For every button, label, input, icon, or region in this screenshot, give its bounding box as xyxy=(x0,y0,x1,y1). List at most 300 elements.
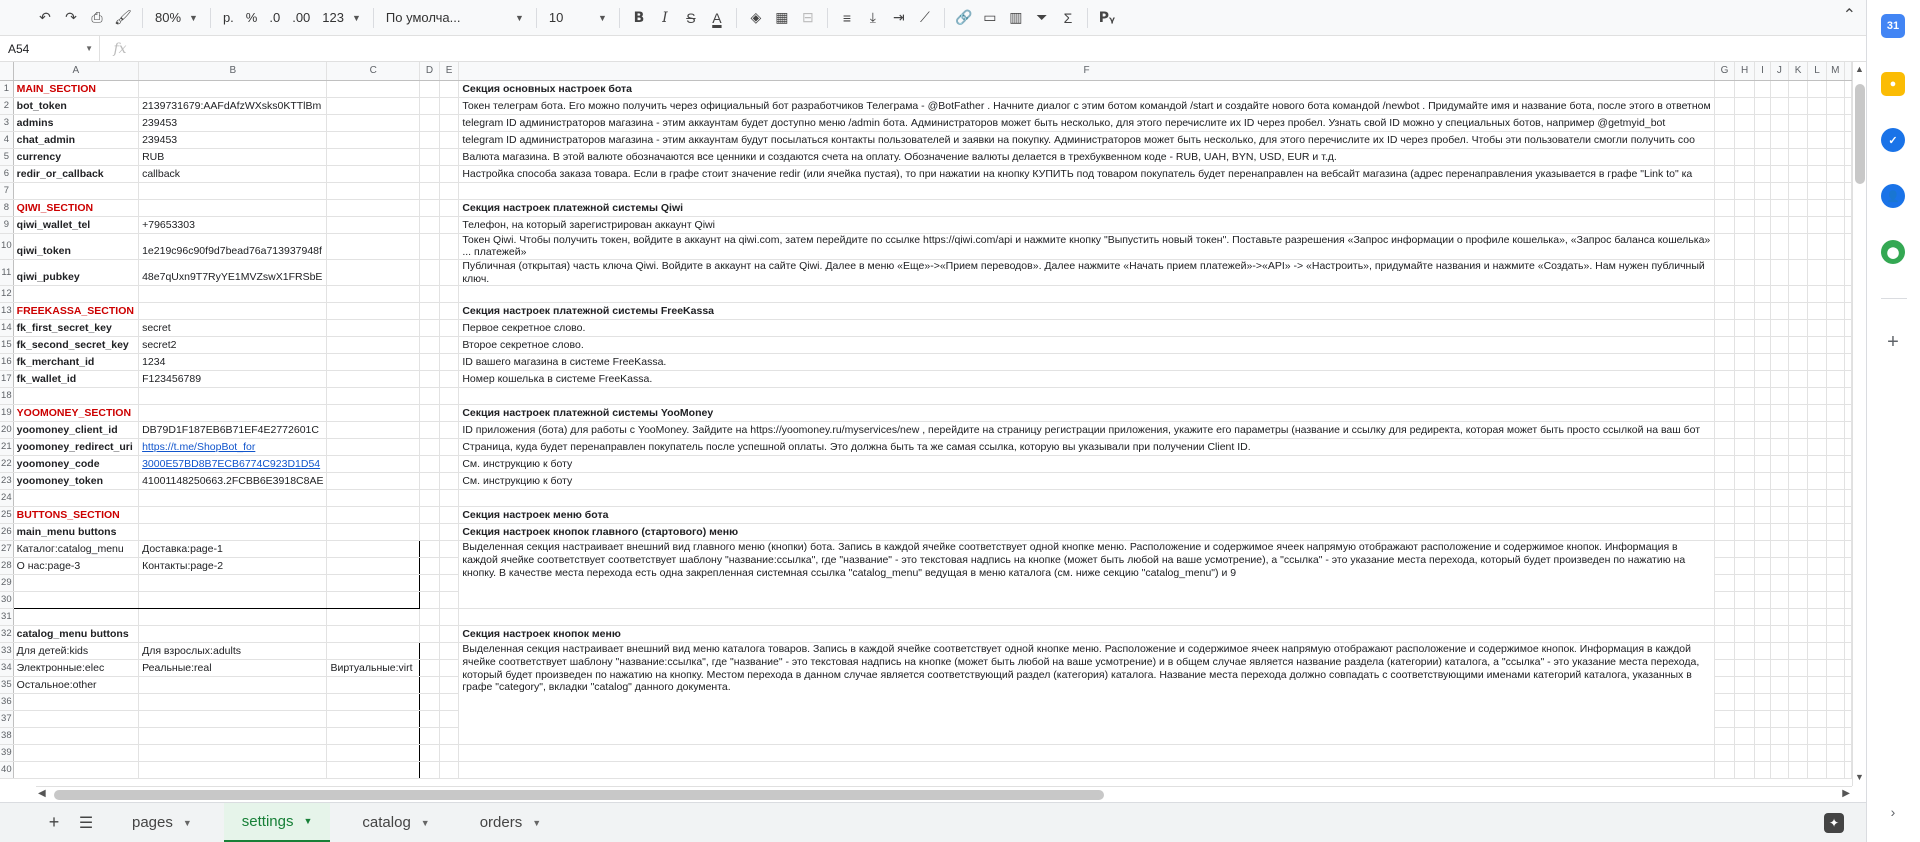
cell-k[interactable] xyxy=(1788,762,1807,779)
cell-m[interactable] xyxy=(1826,626,1844,643)
cell-e[interactable] xyxy=(439,199,458,216)
cell-e[interactable] xyxy=(439,337,458,354)
cell-d[interactable] xyxy=(419,97,439,114)
cell-k[interactable] xyxy=(1788,233,1807,259)
cell-h[interactable] xyxy=(1735,303,1755,320)
cell-j[interactable] xyxy=(1770,216,1788,233)
cell-b[interactable] xyxy=(139,745,327,762)
cell-l[interactable] xyxy=(1808,507,1826,524)
cell-d[interactable] xyxy=(419,422,439,439)
cell-e[interactable] xyxy=(439,259,458,285)
cell-j[interactable] xyxy=(1770,473,1788,490)
cell-l[interactable] xyxy=(1808,609,1826,626)
row-header[interactable]: 4 xyxy=(0,131,13,148)
row-header[interactable]: 14 xyxy=(0,320,13,337)
cell-h[interactable] xyxy=(1735,660,1755,677)
cell-e[interactable] xyxy=(439,694,458,711)
text-rotation-icon[interactable]: ⟋ xyxy=(920,9,930,25)
calendar-icon[interactable]: 31 xyxy=(1881,14,1905,38)
align-left-icon[interactable]: ≡ xyxy=(842,9,851,26)
cell-f[interactable] xyxy=(459,490,1714,507)
cell-k[interactable] xyxy=(1788,114,1807,131)
cell-l[interactable] xyxy=(1808,388,1826,405)
cell-k[interactable] xyxy=(1788,507,1807,524)
cell-j[interactable] xyxy=(1770,320,1788,337)
cell-i[interactable] xyxy=(1755,371,1771,388)
print-icon[interactable]: ⎙ xyxy=(91,9,103,25)
cell-m[interactable] xyxy=(1826,148,1844,165)
tasks-icon[interactable]: ✓ xyxy=(1881,128,1905,152)
cell-a[interactable]: MAIN_SECTION xyxy=(13,80,138,97)
cell-g[interactable] xyxy=(1714,643,1734,660)
scroll-down-icon[interactable]: ▼ xyxy=(1855,772,1864,782)
merge-cells-icon[interactable]: ⊟ xyxy=(802,9,814,25)
cell-l[interactable] xyxy=(1808,216,1826,233)
cell-g[interactable] xyxy=(1714,490,1734,507)
cell-f[interactable]: Второе секретное слово. xyxy=(459,337,1714,354)
cell-h[interactable] xyxy=(1735,131,1755,148)
cell-m[interactable] xyxy=(1826,677,1844,694)
cell-b[interactable] xyxy=(139,609,327,626)
column-header-c[interactable]: C xyxy=(327,62,420,80)
cell-f[interactable] xyxy=(459,388,1714,405)
cell-a[interactable]: FREEKASSA_SECTION xyxy=(13,303,138,320)
cell-g[interactable] xyxy=(1714,199,1734,216)
cell-b[interactable]: DB79D1F187EB6B71EF4E2772601C xyxy=(139,422,327,439)
row-header[interactable]: 22 xyxy=(0,456,13,473)
cell-g[interactable] xyxy=(1714,259,1734,285)
cell-k[interactable] xyxy=(1788,303,1807,320)
cell-i[interactable] xyxy=(1755,524,1771,541)
cell-h[interactable] xyxy=(1735,233,1755,259)
cell-k[interactable] xyxy=(1788,371,1807,388)
cell-f[interactable]: Настройка способа заказа товара. Если в графе стоит значение redir (или ячейка пустая), то при нажатии на кнопку КУПИТЬ под товаром покупатель будет перенаправлен на вебсайт магазина (адрес перенаправления указывается в графе "Link to" ка xyxy=(459,165,1714,182)
cell-e[interactable] xyxy=(439,745,458,762)
cell-k[interactable] xyxy=(1788,694,1807,711)
column-header-m[interactable]: M xyxy=(1826,62,1844,80)
cell-k[interactable] xyxy=(1788,148,1807,165)
cell-g[interactable] xyxy=(1714,165,1734,182)
cell-a[interactable]: redir_or_callback xyxy=(13,165,138,182)
cell-e[interactable] xyxy=(439,456,458,473)
cell-f[interactable]: Первое секретное слово. xyxy=(459,320,1714,337)
zoom-select[interactable] xyxy=(149,5,204,31)
cell-e[interactable] xyxy=(439,80,458,97)
cell-m[interactable] xyxy=(1826,575,1844,592)
cell-a[interactable]: currency xyxy=(13,148,138,165)
horizontal-scrollbar[interactable] xyxy=(36,786,1852,802)
cell-l[interactable] xyxy=(1808,643,1826,660)
cell-c[interactable] xyxy=(327,199,420,216)
row-header[interactable]: 8 xyxy=(0,199,13,216)
cell-b[interactable]: 1234 xyxy=(139,354,327,371)
cell-h[interactable] xyxy=(1735,371,1755,388)
cell-m[interactable] xyxy=(1826,354,1844,371)
cell-h[interactable] xyxy=(1735,728,1755,745)
cell-k[interactable] xyxy=(1788,711,1807,728)
cell-m[interactable] xyxy=(1826,422,1844,439)
cell-m[interactable] xyxy=(1826,609,1844,626)
cell-k[interactable] xyxy=(1788,216,1807,233)
scroll-right-icon[interactable]: ▶ xyxy=(1842,788,1850,799)
cell-i[interactable] xyxy=(1755,626,1771,643)
row-header[interactable]: 18 xyxy=(0,388,13,405)
cell-g[interactable] xyxy=(1714,711,1734,728)
cell-k[interactable] xyxy=(1788,354,1807,371)
cell-k[interactable] xyxy=(1788,388,1807,405)
column-header-k[interactable]: K xyxy=(1788,62,1807,80)
cell-b[interactable]: 239453 xyxy=(139,114,327,131)
cell-l[interactable] xyxy=(1808,405,1826,422)
cell-d[interactable] xyxy=(419,286,439,303)
cell-c[interactable] xyxy=(327,575,420,592)
cell-b[interactable]: Контакты:page-2 xyxy=(139,558,327,575)
cell-g[interactable] xyxy=(1714,422,1734,439)
column-header-h[interactable]: H xyxy=(1735,62,1755,80)
cell-m[interactable] xyxy=(1826,182,1844,199)
cell-i[interactable] xyxy=(1755,711,1771,728)
cell-a[interactable]: qiwi_token xyxy=(13,233,138,259)
cell-j[interactable] xyxy=(1770,182,1788,199)
cell-g[interactable] xyxy=(1714,660,1734,677)
cell-d[interactable] xyxy=(419,388,439,405)
cell-c[interactable] xyxy=(327,592,420,609)
percent-format-button[interactable]: % xyxy=(245,10,258,25)
cell-g[interactable] xyxy=(1714,524,1734,541)
cell-j[interactable] xyxy=(1770,643,1788,660)
cell-f[interactable] xyxy=(459,182,1714,199)
cell-m[interactable] xyxy=(1826,507,1844,524)
cell-g[interactable] xyxy=(1714,507,1734,524)
cell-e[interactable] xyxy=(439,286,458,303)
row-header[interactable]: 36 xyxy=(0,694,13,711)
cell-m[interactable] xyxy=(1826,405,1844,422)
cell-a[interactable]: yoomoney_redirect_uri xyxy=(13,439,138,456)
cell-d[interactable] xyxy=(419,233,439,259)
cell-k[interactable] xyxy=(1788,677,1807,694)
cell-k[interactable] xyxy=(1788,745,1807,762)
cell-g[interactable] xyxy=(1714,388,1734,405)
cell-k[interactable] xyxy=(1788,165,1807,182)
cell-k[interactable] xyxy=(1788,199,1807,216)
italic-button[interactable]: I xyxy=(662,9,668,26)
cell-j[interactable] xyxy=(1770,97,1788,114)
cell-h[interactable] xyxy=(1735,745,1755,762)
cell-f[interactable]: ID вашего магазина в системе FreeKassa. xyxy=(459,354,1714,371)
row-header[interactable]: 32 xyxy=(0,626,13,643)
cell-h[interactable] xyxy=(1735,286,1755,303)
cell-k[interactable] xyxy=(1788,473,1807,490)
decrease-decimals-button[interactable]: .0 xyxy=(269,10,281,25)
row-header[interactable]: 12 xyxy=(0,286,13,303)
chevron-down-icon[interactable]: ▼ xyxy=(303,816,313,826)
cell-e[interactable] xyxy=(439,473,458,490)
cell-l[interactable] xyxy=(1808,626,1826,643)
cell-j[interactable] xyxy=(1770,259,1788,285)
row-header[interactable]: 35 xyxy=(0,677,13,694)
cell-j[interactable] xyxy=(1770,233,1788,259)
cell-k[interactable] xyxy=(1788,259,1807,285)
cell-g[interactable] xyxy=(1714,592,1734,609)
scroll-up-icon[interactable]: ▲ xyxy=(1855,64,1864,74)
cell-i[interactable] xyxy=(1755,405,1771,422)
cell-c[interactable] xyxy=(327,97,420,114)
cell-h[interactable] xyxy=(1735,643,1755,660)
cell-m[interactable] xyxy=(1826,165,1844,182)
cell-g[interactable] xyxy=(1714,626,1734,643)
cell-a[interactable]: QIWI_SECTION xyxy=(13,199,138,216)
cell-e[interactable] xyxy=(439,405,458,422)
cell-d[interactable] xyxy=(419,337,439,354)
cell-i[interactable] xyxy=(1755,694,1771,711)
text-wrap-icon[interactable]: ⇥ xyxy=(893,9,905,25)
cell-m[interactable] xyxy=(1826,337,1844,354)
vertical-scrollbar[interactable] xyxy=(1852,62,1866,786)
cell-b[interactable] xyxy=(139,303,327,320)
insert-comment-icon[interactable]: ▭ xyxy=(983,9,997,25)
cell-l[interactable] xyxy=(1808,165,1826,182)
row-header[interactable]: 24 xyxy=(0,490,13,507)
text-color-button[interactable]: A xyxy=(712,9,722,26)
cell-a[interactable] xyxy=(13,711,138,728)
cell-a[interactable]: fk_first_secret_key xyxy=(13,320,138,337)
cell-a[interactable]: yoomoney_client_id xyxy=(13,422,138,439)
input-tools-button[interactable]: Pᵧ xyxy=(1098,9,1116,26)
row-header[interactable]: 28 xyxy=(0,558,13,575)
cell-m[interactable] xyxy=(1826,320,1844,337)
column-header-i[interactable]: I xyxy=(1755,62,1771,80)
cell-d[interactable] xyxy=(419,490,439,507)
cell-f[interactable]: ID приложения (бота) для работы с YooMoney. Зайдите на https://yoomoney.ru/myservices/new , перейдите на страницу регистрации приложения, укажите его параметры (название и ссылку для редиректа, которая может быть просто ссылкой на ваш бот xyxy=(459,422,1714,439)
contacts-icon[interactable]: 👤 xyxy=(1881,184,1905,208)
cell-k[interactable] xyxy=(1788,131,1807,148)
cell-l[interactable] xyxy=(1808,337,1826,354)
cell-a[interactable]: admins xyxy=(13,114,138,131)
cell-g[interactable] xyxy=(1714,456,1734,473)
cell-k[interactable] xyxy=(1788,456,1807,473)
cell-f[interactable]: См. инструкцию к боту xyxy=(459,473,1714,490)
sheet-tab-settings[interactable] xyxy=(224,803,331,842)
cell-a[interactable]: BUTTONS_SECTION xyxy=(13,507,138,524)
cell-l[interactable] xyxy=(1808,711,1826,728)
font-select[interactable] xyxy=(380,5,530,31)
cell-e[interactable] xyxy=(439,643,458,660)
cell-e[interactable] xyxy=(439,558,458,575)
cell-f[interactable]: Секция настроек кнопок меню xyxy=(459,626,1714,643)
cell-h[interactable] xyxy=(1735,439,1755,456)
cell-l[interactable] xyxy=(1808,677,1826,694)
cell-i[interactable] xyxy=(1755,80,1771,97)
cell-c[interactable] xyxy=(327,439,420,456)
cell-b[interactable]: 41001148250663.2FCBB6E3918C8AE xyxy=(139,473,327,490)
cell-d[interactable] xyxy=(419,592,439,609)
cell-a[interactable]: fk_merchant_id xyxy=(13,354,138,371)
cell-i[interactable] xyxy=(1755,728,1771,745)
cell-c[interactable] xyxy=(327,320,420,337)
cell-b[interactable] xyxy=(139,524,327,541)
cell-m[interactable] xyxy=(1826,711,1844,728)
cell-e[interactable] xyxy=(439,592,458,609)
cell-a[interactable]: О нас:page-3 xyxy=(13,558,138,575)
cell-m[interactable] xyxy=(1826,643,1844,660)
cell-h[interactable] xyxy=(1735,148,1755,165)
cell-l[interactable] xyxy=(1808,456,1826,473)
undo-icon[interactable]: ↶ xyxy=(39,9,51,25)
cell-c[interactable] xyxy=(327,456,420,473)
cell-h[interactable] xyxy=(1735,97,1755,114)
cell-l[interactable] xyxy=(1808,286,1826,303)
cell-e[interactable] xyxy=(439,303,458,320)
cell-k[interactable] xyxy=(1788,558,1807,575)
cell-h[interactable] xyxy=(1735,388,1755,405)
insert-chart-icon[interactable]: ▥ xyxy=(1009,9,1023,25)
cell-l[interactable] xyxy=(1808,490,1826,507)
cell-d[interactable] xyxy=(419,609,439,626)
row-header[interactable]: 29 xyxy=(0,575,13,592)
row-header[interactable]: 3 xyxy=(0,114,13,131)
cell-l[interactable] xyxy=(1808,728,1826,745)
cell-j[interactable] xyxy=(1770,728,1788,745)
cell-b[interactable] xyxy=(139,592,327,609)
row-header[interactable]: 17 xyxy=(0,371,13,388)
cell-c[interactable] xyxy=(327,609,420,626)
cell-k[interactable] xyxy=(1788,182,1807,199)
cell-g[interactable] xyxy=(1714,371,1734,388)
cell-e[interactable] xyxy=(439,182,458,199)
cell-l[interactable] xyxy=(1808,694,1826,711)
cell-c[interactable] xyxy=(327,114,420,131)
row-header[interactable]: 38 xyxy=(0,728,13,745)
cell-k[interactable] xyxy=(1788,592,1807,609)
cell-k[interactable] xyxy=(1788,286,1807,303)
cell-c[interactable] xyxy=(327,148,420,165)
cell-m[interactable] xyxy=(1826,745,1844,762)
cell-h[interactable] xyxy=(1735,592,1755,609)
cell-g[interactable] xyxy=(1714,286,1734,303)
cell-a[interactable]: Электронные:elec xyxy=(13,660,138,677)
cell-h[interactable] xyxy=(1735,677,1755,694)
cell-l[interactable] xyxy=(1808,541,1826,558)
cell-e[interactable] xyxy=(439,728,458,745)
sheet-tab-orders[interactable] xyxy=(462,803,559,842)
cell-d[interactable] xyxy=(419,131,439,148)
cell-g[interactable] xyxy=(1714,97,1734,114)
cell-c[interactable] xyxy=(327,490,420,507)
cell-c[interactable] xyxy=(327,677,420,694)
cell-g[interactable] xyxy=(1714,439,1734,456)
chevron-down-icon[interactable]: ▼ xyxy=(532,817,542,828)
cell-d[interactable] xyxy=(419,660,439,677)
row-header[interactable]: 9 xyxy=(0,216,13,233)
cell-j[interactable] xyxy=(1770,558,1788,575)
cell-j[interactable] xyxy=(1770,456,1788,473)
cell-i[interactable] xyxy=(1755,148,1771,165)
fill-color-icon[interactable]: ◈ xyxy=(750,9,762,25)
cell-j[interactable] xyxy=(1770,371,1788,388)
cell-g[interactable] xyxy=(1714,745,1734,762)
cell-a[interactable]: Остальное:other xyxy=(13,677,138,694)
cell-e[interactable] xyxy=(439,320,458,337)
cell-l[interactable] xyxy=(1808,524,1826,541)
cell-i[interactable] xyxy=(1755,131,1771,148)
cell-c[interactable] xyxy=(327,182,420,199)
cell-h[interactable] xyxy=(1735,541,1755,558)
cell-a[interactable] xyxy=(13,182,138,199)
cell-b[interactable]: 48e7qUxn9T7RyYE1MVZswX1FRSbE xyxy=(139,259,327,285)
row-header[interactable]: 15 xyxy=(0,337,13,354)
keep-icon[interactable]: ● xyxy=(1881,72,1905,96)
cell-d[interactable] xyxy=(419,626,439,643)
cell-m[interactable] xyxy=(1826,558,1844,575)
cell-c[interactable] xyxy=(327,131,420,148)
cell-i[interactable] xyxy=(1755,182,1771,199)
cell-f[interactable]: Секция основных настроек бота xyxy=(459,80,1714,97)
cell-e[interactable] xyxy=(439,97,458,114)
cell-b[interactable] xyxy=(139,490,327,507)
filter-icon[interactable]: ⏷ xyxy=(1036,9,1048,25)
cell-f[interactable]: Секция настроек кнопок главного (стартового) меню xyxy=(459,524,1714,541)
cell-h[interactable] xyxy=(1735,558,1755,575)
cell-m[interactable] xyxy=(1826,490,1844,507)
row-header[interactable]: 1 xyxy=(0,80,13,97)
cell-g[interactable] xyxy=(1714,473,1734,490)
more-formats-select[interactable] xyxy=(316,5,367,31)
cell-b[interactable] xyxy=(139,199,327,216)
cell-b[interactable]: 2139731679:AAFdAfzWXsks0KTTlBm xyxy=(139,97,327,114)
cell-c[interactable] xyxy=(327,405,420,422)
cell-b[interactable] xyxy=(139,182,327,199)
cell-h[interactable] xyxy=(1735,320,1755,337)
cell-b[interactable] xyxy=(139,80,327,97)
cell-c[interactable] xyxy=(327,233,420,259)
cell-c[interactable] xyxy=(327,259,420,285)
cell-f[interactable]: Номер кошелька в системе FreeKassa. xyxy=(459,371,1714,388)
cell-d[interactable] xyxy=(419,575,439,592)
cell-l[interactable] xyxy=(1808,199,1826,216)
cell-d[interactable] xyxy=(419,745,439,762)
cell-d[interactable] xyxy=(419,371,439,388)
cell-e[interactable] xyxy=(439,575,458,592)
cell-k[interactable] xyxy=(1788,541,1807,558)
cell-a[interactable]: yoomoney_code xyxy=(13,456,138,473)
cell-m[interactable] xyxy=(1826,728,1844,745)
cell-i[interactable] xyxy=(1755,439,1771,456)
cell-m[interactable] xyxy=(1826,388,1844,405)
cell-d[interactable] xyxy=(419,677,439,694)
cell-g[interactable] xyxy=(1714,233,1734,259)
cell-a[interactable]: catalog_menu buttons xyxy=(13,626,138,643)
column-header-d[interactable]: D xyxy=(419,62,439,80)
collapse-toolbar-icon[interactable]: ⌃ xyxy=(1842,7,1856,24)
cell-e[interactable] xyxy=(439,233,458,259)
cell-b[interactable]: 1e219c96c90f9d7bead76a713937948f xyxy=(139,233,327,259)
cell-i[interactable] xyxy=(1755,473,1771,490)
cell-i[interactable] xyxy=(1755,575,1771,592)
cell-l[interactable] xyxy=(1808,303,1826,320)
cell-a[interactable]: YOOMONEY_SECTION xyxy=(13,405,138,422)
row-header[interactable]: 7 xyxy=(0,182,13,199)
cell-i[interactable] xyxy=(1755,286,1771,303)
cell-j[interactable] xyxy=(1770,694,1788,711)
cell-m[interactable] xyxy=(1826,439,1844,456)
row-header[interactable]: 39 xyxy=(0,745,13,762)
row-header[interactable]: 21 xyxy=(0,439,13,456)
name-box[interactable] xyxy=(0,36,100,61)
cell-e[interactable] xyxy=(439,216,458,233)
cell-f[interactable]: Токен Qiwi. Чтобы получить токен, войдите в аккаунт на qiwi.com, затем перейдите по ссылке https://qiwi.com/api и нажмите кнопку "Выпустить новый токен". Поставьте разрешения «Запрос информации о профиле кошелька», «Запрос баланса кошелька» ... платежей» xyxy=(459,233,1714,259)
cell-j[interactable] xyxy=(1770,439,1788,456)
cell-j[interactable] xyxy=(1770,80,1788,97)
